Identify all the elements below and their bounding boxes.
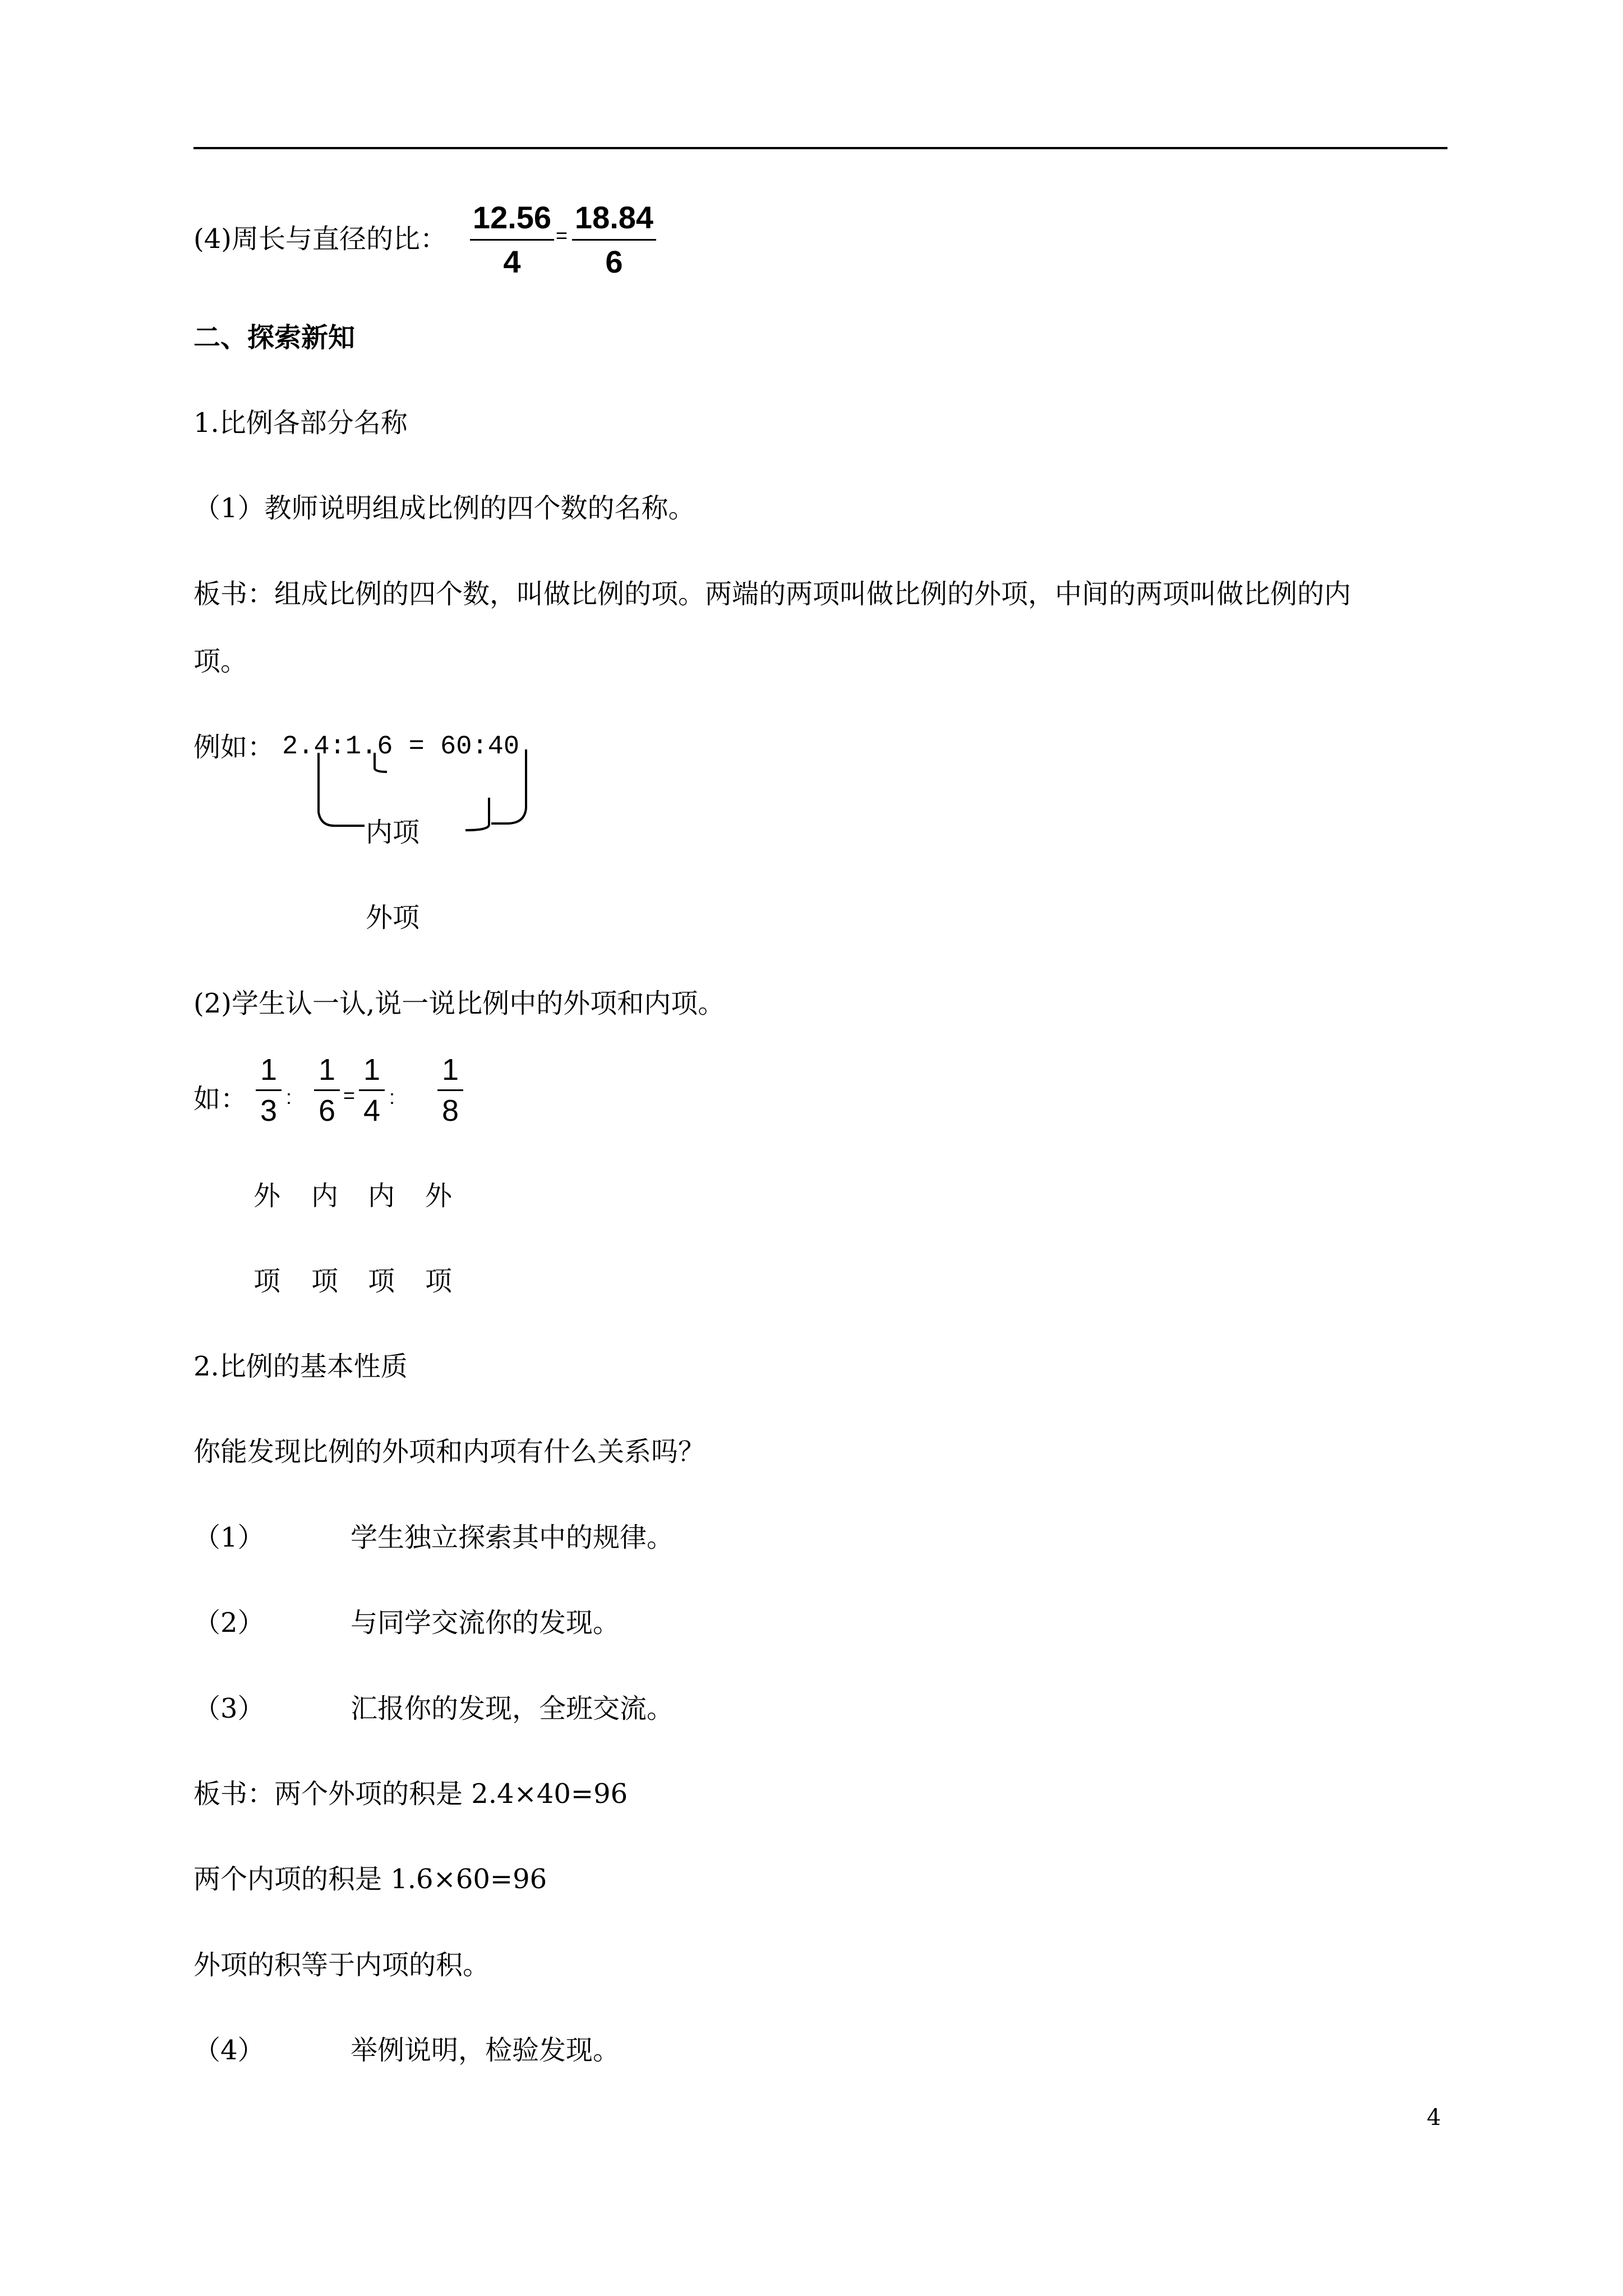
paragraph: 板书：两个外项的积是 2.4×40=96 xyxy=(193,1778,628,1810)
equals-sign: = xyxy=(343,1084,356,1107)
step-text: 汇报你的发现，全班交流。 xyxy=(351,1693,674,1724)
paragraph: 两个内项的积是 1.6×60=96 xyxy=(193,1864,547,1895)
step-number: （1） xyxy=(193,1522,265,1553)
fraction-numerator: 1 xyxy=(363,1053,381,1087)
paragraph: 你能发现比例的外项和内项有什么关系吗？ xyxy=(193,1436,706,1467)
fraction-denominator: 6 xyxy=(318,1094,336,1128)
fraction-denominator: 8 xyxy=(441,1094,459,1128)
fraction-denominator: 6 xyxy=(605,244,623,279)
fraction-1-8 xyxy=(437,1055,463,1126)
example-prefix: 如： xyxy=(193,1083,248,1115)
example-ratio: 2.4:1.6 = 60:40 xyxy=(282,732,520,762)
item-title: 1.比例各部分名称 xyxy=(193,407,408,439)
term-label: 项 xyxy=(253,1266,281,1297)
paragraph: （1）教师说明组成比例的四个数的名称。 xyxy=(193,493,695,524)
section-title: 二、探索新知 xyxy=(193,322,356,353)
fraction-denominator: 4 xyxy=(363,1094,381,1128)
item-title: 2.比例的基本性质 xyxy=(193,1351,408,1382)
term-label: 项 xyxy=(425,1266,453,1297)
outer-term-label: 外项 xyxy=(366,902,420,933)
fraction-numerator: 1 xyxy=(441,1053,459,1087)
step-number: （2） xyxy=(193,1607,265,1639)
step-text: 举例说明，检验发现。 xyxy=(351,2035,620,2066)
term-label: 外 xyxy=(253,1180,281,1212)
fraction-numerator: 1 xyxy=(260,1053,278,1087)
fraction-numerator: 12.56 xyxy=(472,200,552,235)
term-label: 项 xyxy=(311,1266,339,1297)
step-number: （3） xyxy=(193,1693,265,1724)
example-prefix: 例如： xyxy=(193,731,275,763)
line-4-label: (4)周长与直径的比： xyxy=(193,223,447,255)
equals-sign: = xyxy=(556,224,568,247)
term-label: 内 xyxy=(368,1180,395,1212)
fraction-denominator: 4 xyxy=(503,244,521,279)
step-text: 学生独立探索其中的规律。 xyxy=(351,1522,674,1553)
fraction-1-6 xyxy=(314,1055,340,1126)
paragraph: (2)学生认一认,说一说比例中的外项和内项。 xyxy=(193,988,725,1019)
fraction-1-4 xyxy=(359,1055,385,1126)
paragraph: 板书：组成比例的四个数，叫做比例的项。两端的两项叫做比例的外项，中间的两项叫做比例的内 xyxy=(193,578,1352,610)
inner-term-label: 内项 xyxy=(366,817,420,848)
term-label: 内 xyxy=(311,1180,339,1212)
paragraph: 外项的积等于内项的积。 xyxy=(193,1949,490,1981)
page-number: 4 xyxy=(1427,2105,1441,2131)
colon: : xyxy=(286,1085,292,1108)
colon: : xyxy=(389,1085,395,1108)
step-text: 与同学交流你的发现。 xyxy=(351,1607,620,1639)
fraction-numerator: 1 xyxy=(318,1053,336,1087)
fraction-numerator: 18.84 xyxy=(574,200,654,235)
step-number: （4） xyxy=(193,2035,265,2066)
fraction-1-3 xyxy=(256,1055,282,1126)
paragraph: 项。 xyxy=(193,646,248,677)
term-label: 项 xyxy=(368,1266,395,1297)
term-label: 外 xyxy=(425,1180,453,1212)
fraction-denominator: 3 xyxy=(260,1094,278,1128)
